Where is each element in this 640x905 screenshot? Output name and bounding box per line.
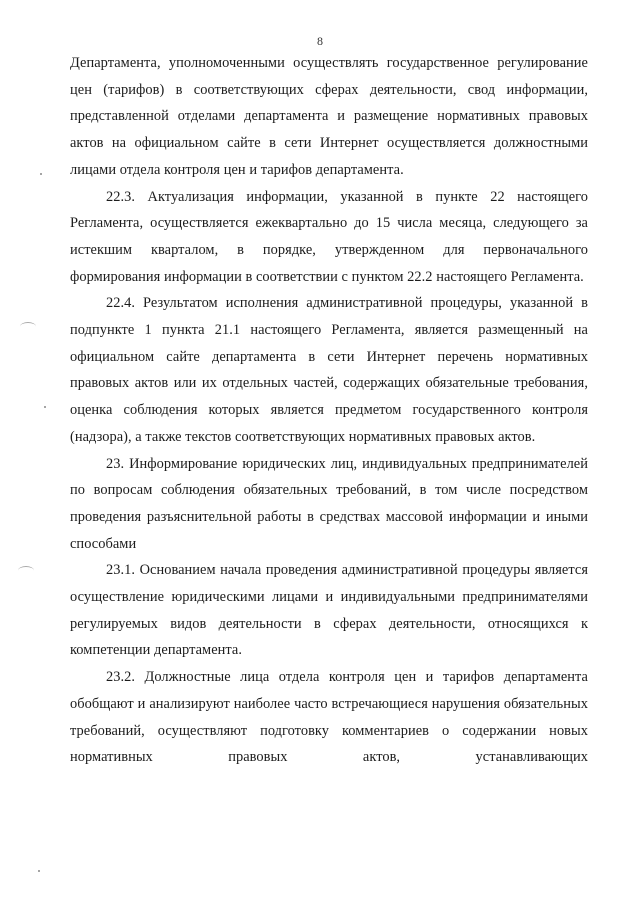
body-text [70,50,588,771]
scan-speck [38,870,40,872]
scan-hole-mark [18,566,34,575]
paragraph: Департамента, уполномоченными осуществлять государственное регулирование цен (тарифов) в соответствующих сферах деятельности, свод информации, представленной отделами департамента и размещение нормативных правовых актов на официальном сайте в сети Интернет осуществляется должностными лицами отдела контроля цен и тарифов департамента. [70,55,588,178]
scan-speck [40,173,42,175]
scan-hole-mark [20,322,36,331]
section-heading: 23. Информирование юридических лиц, индивидуальных предпринимателей по вопросам соблюдения обязательных требований, в том числе посредством проведения разъяснительной работы в средствах массовой информации и иными способами [70,455,588,552]
paragraph: 23.2. Должностные лица отдела контроля цен и тарифов департамента обобщают и анализируют наиболее часто встречающиеся нарушения обязательных требований, осуществляют подготовку комментариев о содержании новых нормативных правовых актов, устанавливающих [70,669,588,766]
paragraph: 22.4. Результатом исполнения административной процедуры, указанной в подпункте 1 пункта 21.1 настоящего Регламента, является размещенный на официальном сайте департамента в сети Интернет перечень нормативных правовых актов или их отдельных частей, содержащих обязательные требования, оценка соблюдения которых является предметом государственного контроля (надзора), а также текстов соответствующих нормативных правовых актов. [70,295,588,445]
page-number: 8 [317,34,323,48]
scan-speck [44,406,46,408]
paragraph: 23.1. Основанием начала проведения административной процедуры является осуществление юридическими лицами и индивидуальными предпринимателями регулируемых видов деятельности в сферах деятельности, относящихся к компетенции департамента. [70,562,588,659]
paragraph: 22.3. Актуализация информации, указанной в пункте 22 настоящего Регламента, осуществляется ежеквартально до 15 числа месяца, следующего за истекшим кварталом, в порядке, утвержденном для первоначального формирования информации в соответствии с пунктом 22.2 настоящего Регламента. [70,188,588,285]
